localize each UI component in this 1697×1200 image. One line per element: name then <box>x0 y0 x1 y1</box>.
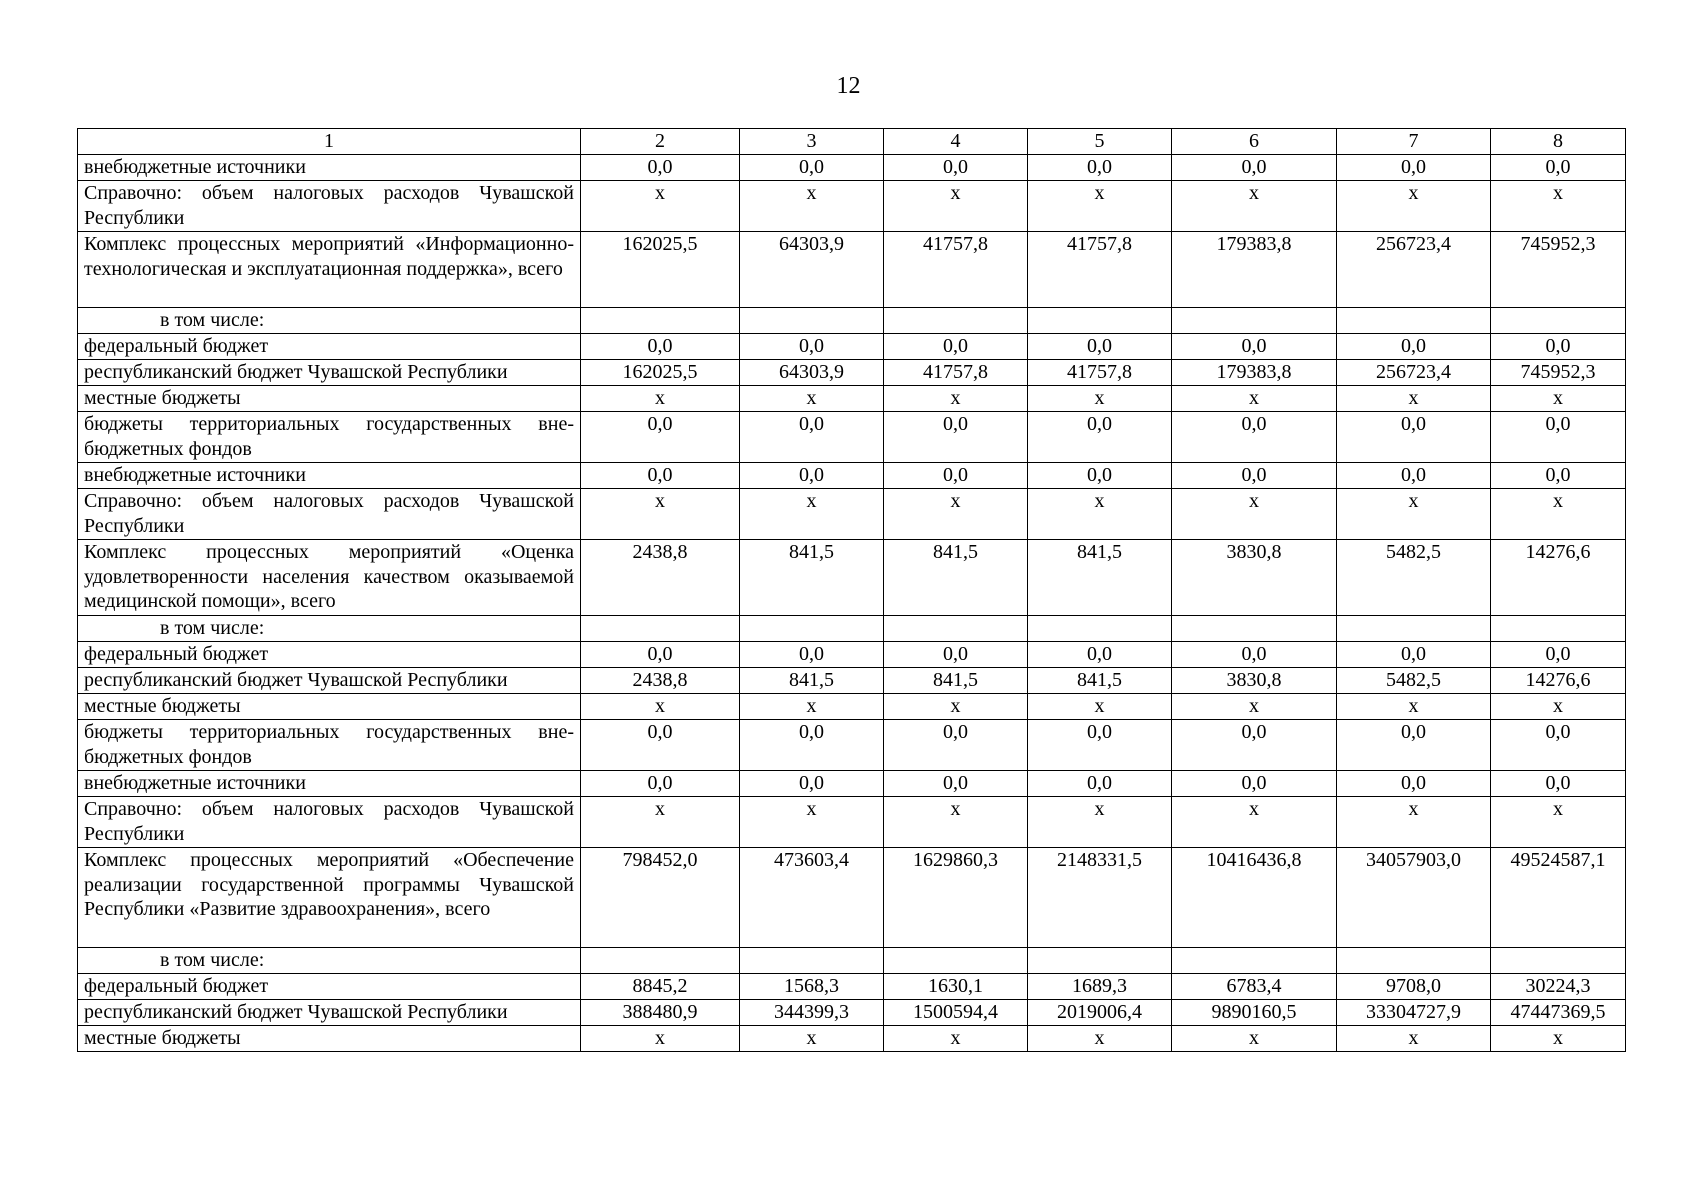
cell-value: 9890160,5 <box>1172 1000 1337 1026</box>
cell-value: 0,0 <box>884 334 1028 360</box>
cell-value: х <box>1172 386 1337 412</box>
budget-table <box>77 128 1626 1052</box>
cell-value: 0,0 <box>1172 720 1337 771</box>
row-label: Справочно: объем налоговых расходов Чувашской Республики <box>78 797 581 848</box>
cell-value: х <box>1491 386 1626 412</box>
cell-value: 9708,0 <box>1337 974 1491 1000</box>
cell-value: х <box>740 386 884 412</box>
table-row <box>78 232 1626 308</box>
row-label: местные бюджеты <box>78 386 581 412</box>
cell-value: 5482,5 <box>1337 540 1491 616</box>
table-row <box>78 181 1626 232</box>
cell-value: 47447369,5 <box>1491 1000 1626 1026</box>
cell-value: х <box>1028 181 1172 232</box>
cell-value: 0,0 <box>581 771 740 797</box>
table-row <box>78 668 1626 694</box>
cell-value: х <box>1491 489 1626 540</box>
page-number: 12 <box>836 73 861 99</box>
row-label: внебюджетные источники <box>78 155 581 181</box>
cell-value: 64303,9 <box>740 232 884 308</box>
cell-value <box>884 948 1028 974</box>
table-row <box>78 848 1626 948</box>
cell-value: 0,0 <box>1491 155 1626 181</box>
column-header: 8 <box>1491 129 1626 155</box>
cell-value: 41757,8 <box>1028 360 1172 386</box>
table-row <box>78 642 1626 668</box>
cell-value: х <box>1337 181 1491 232</box>
row-label: федеральный бюджет <box>78 642 581 668</box>
cell-value: х <box>1491 694 1626 720</box>
cell-value <box>581 308 740 334</box>
cell-value: 10416436,8 <box>1172 848 1337 948</box>
cell-value: 162025,5 <box>581 360 740 386</box>
cell-value <box>1028 948 1172 974</box>
row-label: местные бюджеты <box>78 1026 581 1052</box>
cell-value: х <box>1028 1026 1172 1052</box>
column-header: 5 <box>1028 129 1172 155</box>
cell-value: х <box>581 1026 740 1052</box>
cell-value: 0,0 <box>1172 155 1337 181</box>
cell-value: 0,0 <box>1028 771 1172 797</box>
cell-value: х <box>884 1026 1028 1052</box>
cell-value: х <box>1028 694 1172 720</box>
cell-value: х <box>1172 1026 1337 1052</box>
cell-value: х <box>1028 797 1172 848</box>
cell-value: 1689,3 <box>1028 974 1172 1000</box>
cell-value: х <box>740 181 884 232</box>
cell-value: 14276,6 <box>1491 668 1626 694</box>
cell-value: 0,0 <box>1491 720 1626 771</box>
table-body <box>78 155 1626 1052</box>
cell-value <box>581 616 740 642</box>
cell-value: 14276,6 <box>1491 540 1626 616</box>
cell-value: 0,0 <box>581 642 740 668</box>
cell-value: х <box>1337 797 1491 848</box>
cell-value: 0,0 <box>1172 334 1337 360</box>
cell-value: 0,0 <box>1337 642 1491 668</box>
cell-value: х <box>581 181 740 232</box>
cell-value <box>581 948 740 974</box>
cell-value: х <box>1172 797 1337 848</box>
cell-value: 0,0 <box>884 771 1028 797</box>
table-row <box>78 1026 1626 1052</box>
cell-value: 1500594,4 <box>884 1000 1028 1026</box>
table-row <box>78 155 1626 181</box>
cell-value: 0,0 <box>1337 720 1491 771</box>
cell-value: 0,0 <box>1028 334 1172 360</box>
row-label: федеральный бюджет <box>78 974 581 1000</box>
cell-value: 0,0 <box>1491 463 1626 489</box>
cell-value <box>1172 616 1337 642</box>
cell-value: 388480,9 <box>581 1000 740 1026</box>
cell-value: 33304727,9 <box>1337 1000 1491 1026</box>
cell-value: 0,0 <box>581 720 740 771</box>
cell-value: 34057903,0 <box>1337 848 1491 948</box>
cell-value <box>884 616 1028 642</box>
cell-value: 745952,3 <box>1491 232 1626 308</box>
cell-value: 30224,3 <box>1491 974 1626 1000</box>
row-label: Комплекс процессных мероприятий «Обеспечение реализации государственной программы Чувашской Республики «Развитие здравоохранения», всего <box>78 848 581 948</box>
cell-value: х <box>884 694 1028 720</box>
cell-value: 2019006,4 <box>1028 1000 1172 1026</box>
cell-value: 0,0 <box>1337 771 1491 797</box>
cell-value: х <box>581 489 740 540</box>
row-label: внебюджетные источники <box>78 463 581 489</box>
cell-value: 49524587,1 <box>1491 848 1626 948</box>
cell-value: 841,5 <box>740 540 884 616</box>
table-row <box>78 308 1626 334</box>
cell-value: 3830,8 <box>1172 668 1337 694</box>
cell-value <box>1028 616 1172 642</box>
table-row <box>78 412 1626 463</box>
cell-value: 0,0 <box>1172 771 1337 797</box>
cell-value: х <box>1337 694 1491 720</box>
row-label: Справочно: объем налоговых расходов Чувашской Республики <box>78 489 581 540</box>
cell-value: 0,0 <box>581 412 740 463</box>
cell-value: 0,0 <box>884 412 1028 463</box>
table-row <box>78 771 1626 797</box>
cell-value: 0,0 <box>1028 720 1172 771</box>
cell-value: 0,0 <box>1337 412 1491 463</box>
cell-value: 0,0 <box>1172 463 1337 489</box>
cell-value: 841,5 <box>884 540 1028 616</box>
cell-value: 1629860,3 <box>884 848 1028 948</box>
table-row <box>78 463 1626 489</box>
cell-value: 0,0 <box>884 155 1028 181</box>
cell-value: 162025,5 <box>581 232 740 308</box>
cell-value: х <box>884 386 1028 412</box>
cell-value: х <box>1172 181 1337 232</box>
table-header-row <box>78 129 1626 155</box>
row-label: внебюджетные источники <box>78 771 581 797</box>
cell-value: 0,0 <box>581 155 740 181</box>
cell-value <box>1337 616 1491 642</box>
cell-value: 64303,9 <box>740 360 884 386</box>
cell-value: 0,0 <box>1337 155 1491 181</box>
row-label: в том числе: <box>78 616 581 642</box>
row-label: республиканский бюджет Чувашской Республики <box>78 668 581 694</box>
row-label: Комплекс процессных мероприятий «Оценка удовлетворенности населения качеством оказываемой медицинской помощи», всего <box>78 540 581 616</box>
cell-value <box>1491 616 1626 642</box>
cell-value <box>1491 308 1626 334</box>
cell-value: х <box>1491 797 1626 848</box>
cell-value: х <box>581 797 740 848</box>
cell-value: 256723,4 <box>1337 360 1491 386</box>
cell-value: х <box>1028 489 1172 540</box>
table-row <box>78 360 1626 386</box>
table-row <box>78 489 1626 540</box>
cell-value: 841,5 <box>884 668 1028 694</box>
table-row <box>78 948 1626 974</box>
cell-value: х <box>740 1026 884 1052</box>
row-label: в том числе: <box>78 948 581 974</box>
table-row <box>78 797 1626 848</box>
cell-value <box>1172 948 1337 974</box>
row-label: бюджеты территориальных государственных внебюджетных фондов <box>78 720 581 771</box>
cell-value: 0,0 <box>884 642 1028 668</box>
row-label: местные бюджеты <box>78 694 581 720</box>
cell-value: 841,5 <box>1028 668 1172 694</box>
cell-value <box>1028 308 1172 334</box>
column-header: 1 <box>78 129 581 155</box>
cell-value: х <box>884 181 1028 232</box>
cell-value: 0,0 <box>740 155 884 181</box>
cell-value: 0,0 <box>1491 334 1626 360</box>
cell-value: 0,0 <box>581 463 740 489</box>
row-label: бюджеты территориальных государственных внебюджетных фондов <box>78 412 581 463</box>
cell-value <box>1172 308 1337 334</box>
column-header: 7 <box>1337 129 1491 155</box>
column-header: 2 <box>581 129 740 155</box>
cell-value <box>740 308 884 334</box>
cell-value: х <box>1491 181 1626 232</box>
cell-value: 0,0 <box>884 720 1028 771</box>
cell-value: 3830,8 <box>1172 540 1337 616</box>
cell-value: 0,0 <box>740 463 884 489</box>
cell-value: 256723,4 <box>1337 232 1491 308</box>
table-row <box>78 1000 1626 1026</box>
cell-value: 41757,8 <box>884 360 1028 386</box>
table-row <box>78 974 1626 1000</box>
row-label: республиканский бюджет Чувашской Республики <box>78 360 581 386</box>
row-label: федеральный бюджет <box>78 334 581 360</box>
cell-value: 0,0 <box>581 334 740 360</box>
table-row <box>78 616 1626 642</box>
table-row <box>78 720 1626 771</box>
row-label: республиканский бюджет Чувашской Республики <box>78 1000 581 1026</box>
cell-value <box>884 308 1028 334</box>
cell-value <box>740 616 884 642</box>
cell-value: х <box>581 694 740 720</box>
table-row <box>78 694 1626 720</box>
cell-value: х <box>1028 386 1172 412</box>
cell-value: 0,0 <box>740 412 884 463</box>
cell-value <box>1491 948 1626 974</box>
column-header: 3 <box>740 129 884 155</box>
cell-value: 0,0 <box>1491 771 1626 797</box>
cell-value <box>1337 308 1491 334</box>
cell-value: 0,0 <box>740 771 884 797</box>
cell-value: х <box>740 489 884 540</box>
cell-value: х <box>884 797 1028 848</box>
cell-value: 6783,4 <box>1172 974 1337 1000</box>
cell-value: 2438,8 <box>581 668 740 694</box>
cell-value: 1630,1 <box>884 974 1028 1000</box>
cell-value: 41757,8 <box>1028 232 1172 308</box>
cell-value: 0,0 <box>740 334 884 360</box>
cell-value: 179383,8 <box>1172 360 1337 386</box>
cell-value <box>1337 948 1491 974</box>
cell-value: х <box>1172 489 1337 540</box>
row-label: в том числе: <box>78 308 581 334</box>
cell-value: 0,0 <box>1172 642 1337 668</box>
cell-value: х <box>740 797 884 848</box>
cell-value: 8845,2 <box>581 974 740 1000</box>
row-label: Справочно: объем налоговых расходов Чувашской Республики <box>78 181 581 232</box>
cell-value: х <box>740 694 884 720</box>
cell-value: х <box>581 386 740 412</box>
cell-value: х <box>1337 1026 1491 1052</box>
cell-value: х <box>1337 489 1491 540</box>
cell-value: 0,0 <box>1491 412 1626 463</box>
column-header: 6 <box>1172 129 1337 155</box>
cell-value: х <box>1337 386 1491 412</box>
cell-value: 473603,4 <box>740 848 884 948</box>
cell-value: х <box>884 489 1028 540</box>
cell-value: 344399,3 <box>740 1000 884 1026</box>
table-row <box>78 386 1626 412</box>
cell-value: 41757,8 <box>884 232 1028 308</box>
cell-value: 0,0 <box>740 642 884 668</box>
column-header: 4 <box>884 129 1028 155</box>
cell-value: 0,0 <box>740 720 884 771</box>
cell-value: 5482,5 <box>1337 668 1491 694</box>
table-row <box>78 540 1626 616</box>
cell-value: х <box>1491 1026 1626 1052</box>
cell-value <box>740 948 884 974</box>
cell-value: 798452,0 <box>581 848 740 948</box>
row-label: Комплекс процессных мероприятий «Информационно-технологическая и эксплуатационная поддержка», всего <box>78 232 581 308</box>
cell-value: х <box>1172 694 1337 720</box>
cell-value: 0,0 <box>1172 412 1337 463</box>
cell-value: 0,0 <box>1028 412 1172 463</box>
cell-value: 0,0 <box>1028 463 1172 489</box>
cell-value: 0,0 <box>1028 155 1172 181</box>
cell-value: 0,0 <box>1028 642 1172 668</box>
cell-value: 0,0 <box>884 463 1028 489</box>
cell-value: 841,5 <box>740 668 884 694</box>
cell-value: 2148331,5 <box>1028 848 1172 948</box>
cell-value: 841,5 <box>1028 540 1172 616</box>
cell-value: 745952,3 <box>1491 360 1626 386</box>
table-row <box>78 334 1626 360</box>
cell-value: 0,0 <box>1491 642 1626 668</box>
cell-value: 2438,8 <box>581 540 740 616</box>
cell-value: 1568,3 <box>740 974 884 1000</box>
cell-value: 0,0 <box>1337 334 1491 360</box>
cell-value: 179383,8 <box>1172 232 1337 308</box>
cell-value: 0,0 <box>1337 463 1491 489</box>
